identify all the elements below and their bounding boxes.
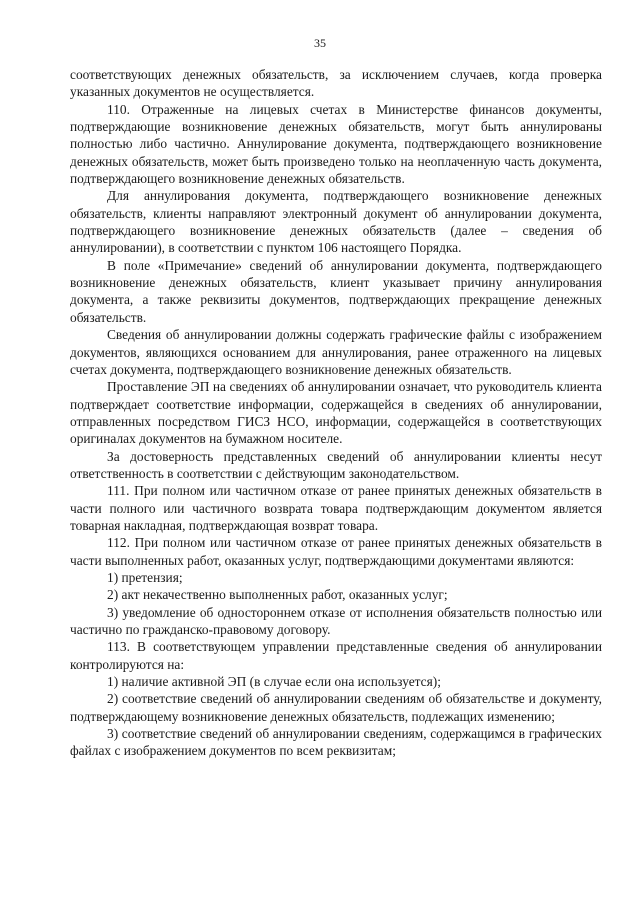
page-number: 35 bbox=[314, 36, 326, 50]
list-item: 3) уведомление об одностороннем отказе от исполнения обязательств полностью или частично по гражданско-правовому договору. bbox=[70, 604, 602, 637]
list-item: 1) наличие активной ЭП (в случае если она используется); bbox=[107, 674, 441, 690]
document-body bbox=[70, 66, 602, 760]
paragraph: За достоверность представленных сведений об аннулировании клиенты несут ответственность в соответствии с действующим законодательством. bbox=[70, 448, 602, 481]
paragraph: Проставление ЭП на сведениях об аннулировании означает, что руководитель клиента подтверждает соответствие информации, содержащейся в сведениях об аннулировании, отправленных посредством ГИСЗ НСО, информации, содержащейся в соответствующих оригиналах документов на бумажном носителе. bbox=[70, 379, 602, 447]
list-item: 1) претензия; bbox=[107, 569, 183, 585]
list-item: 3) соответствие сведений об аннулировании сведениям, содержащимся в графических файлах с изображением документов по всем реквизитам; bbox=[70, 726, 602, 759]
paragraph-110: 110. Отраженные на лицевых счетах в Министерстве финансов документы, подтверждающие возникновение денежных обязательств, могут быть аннулированы полностью либо частично. Аннулирование документа, подтверждающего возникновение денежных обязательств, может быть произведено только на неоплаченную часть документа, подтверждающего возникновение денежных обязательств. bbox=[70, 101, 602, 187]
paragraph-113: 113. В соответствующем управлении представленные сведения об аннулировании контролируются на: bbox=[70, 639, 602, 672]
paragraph: Сведения об аннулировании должны содержать графические файлы с изображением документов, являющихся основанием для аннулирования, ранее отраженного на лицевых счетах документа, подтверждающего возникновение денежных обязательств. bbox=[70, 327, 602, 377]
paragraph: Для аннулирования документа, подтверждающего возникновение денежных обязательств, клиенты направляют электронный документ об аннулировании документа, подтверждающего возникновение денежных обязательств (далее – сведения об аннулировании), в соответствии с пунктом 106 настоящего Порядка. bbox=[70, 188, 602, 256]
paragraph-111: 111. При полном или частичном отказе от ранее принятых денежных обязательств в части полного или частичного возврата товара подтверждающим документом является товарная накладная, подтверждающая возврат товара. bbox=[70, 483, 602, 533]
paragraph: соответствующих денежных обязательств, за исключением случаев, когда проверка указанных документов не осуществляется. bbox=[70, 67, 602, 100]
paragraph: В поле «Примечание» сведений об аннулировании документа, подтверждающего возникновение денежных обязательств, клиент указывает причину аннулирования документа, а также реквизиты документов, подтверждающих прекращение денежных обязательств. bbox=[70, 257, 602, 325]
list-item: 2) соответствие сведений об аннулировании сведениям об обязательстве и документу, подтверждающему возникновение денежных обязательств, подлежащих изменению; bbox=[70, 691, 602, 724]
paragraph-112: 112. При полном или частичном отказе от ранее принятых денежных обязательств в части выполненных работ, оказанных услуг, подтверждающими документами являются: bbox=[70, 535, 602, 568]
list-item: 2) акт некачественно выполненных работ, оказанных услуг; bbox=[107, 587, 448, 603]
